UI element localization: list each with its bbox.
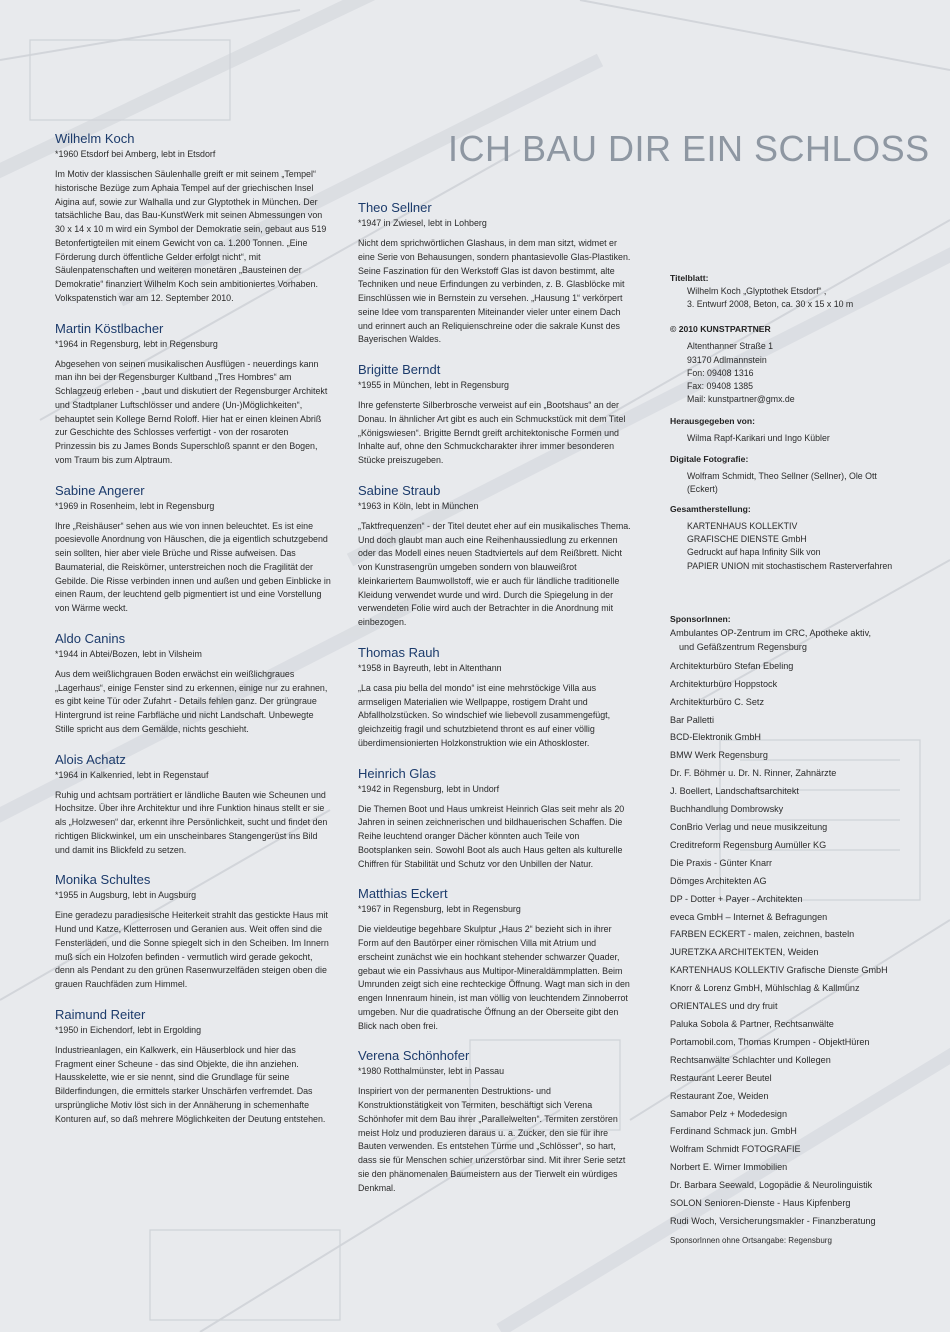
- sponsor-item: BMW Werk Regensburg: [670, 750, 768, 761]
- artist-text: Inspiriert von der permanenten Destruktions- und Konstruktionstätigkeit von Termiten, beschäftigt sich Verena Schönhofer mit dem Bau ihrer „Parallelwelten“. Termiten zerstören meist Holz und produzieren daraus u. a. Zucker, den sie für ihre Bauten verwenden. Es entstehen Türme und „Schlösser“, so hart, dass sie für Menschen schier unzerstörbar sind. Mit ihrer Serie setzt sie den phänomenalen Baumeistern aus der Tierwelt ein würdiges Denkmal.: [358, 1086, 626, 1193]
- artist-entry: [55, 752, 331, 858]
- address-line: Altenthanner Straße 1: [687, 341, 774, 352]
- artist-entry: [358, 483, 634, 630]
- artist-name: Verena Schönhofer: [358, 1048, 470, 1064]
- artist-bio: *1958 in Bayreuth, lebt in Altenthann: [358, 662, 502, 673]
- herstellung-line: Gedruckt auf hapa Infinity Silk von: [687, 547, 821, 558]
- artist-entry: [55, 872, 331, 992]
- artist-text: Industrieanlagen, ein Kalkwerk, ein Häuserblock und hier das Fragment einer Scheune - das sind Objekte, die ihn anziehen. Hausskelette, wie er sie nennt, sind die Grundlage für seine Bilderfindungen, die ermittels starker Unschärfen verfremdet. Das ursprüngliche Motiv löst sich in der Annäherung in schemenhafte Konturen auf, so daß mehrere Möglichkeiten der Deutung entstehen.: [55, 1044, 326, 1124]
- artist-entry: [55, 483, 331, 616]
- sponsor-item: und Gefäßzentrum Regensburg: [679, 641, 807, 652]
- artist-text: „Taktfrequenzen“ - der Titel deutet eher auf ein musikalisches Thema. Und doch glaubt man auch eine Reihenhaussiedlung zu erkennen oder das Modell eines neuen Stadtviertels auf dem Reißbrett. Nicht von Kunstrasengrün umgeben sondern von blauweißrot kleinkariertem Baumwollstoff, wie er auch für ländliche traditionelle Kleidung verwendet wurde und wird. Durch die Spiegelung in der verwendeten Folie wird auch der Betrachter in die Anordnung mit einbezogen.: [358, 520, 631, 627]
- artist-entry: [55, 131, 331, 306]
- artist-name: Martin Köstlbacher: [55, 320, 164, 336]
- herstellung-label: Gesamtherstellung:: [670, 504, 751, 515]
- phone-line: Fon: 09408 1316: [687, 367, 754, 378]
- sponsor-item: DP - Dotter + Payer - Architekten: [670, 893, 803, 904]
- artist-name: Matthias Eckert: [358, 886, 448, 902]
- artist-entry: [358, 200, 634, 347]
- artist-entry: [55, 631, 331, 737]
- artists-column-middle: [358, 200, 634, 1210]
- sponsor-item: Creditreform Regensburg Aumüller KG: [670, 839, 827, 850]
- copyright-block: [670, 323, 935, 406]
- artist-text: Ihre gefensterte Silberbrosche verweist auf ein „Bootshaus“ an der Donau. In ähnlicher Art gibt es auch ein Schmuckstück mit dem Titel „Königswiesen“. Brigitte Berndt greift architektonische Formen und Inhalte auf, ohne den Schmuckcharakter ihrer immer besonderen Stücke preiszugeben.: [358, 400, 626, 465]
- sponsor-item: Ambulantes OP-Zentrum im CRC, Apotheke aktiv,: [670, 627, 871, 638]
- artist-name: Aldo Canins: [55, 630, 126, 646]
- artist-text: Die vieldeutige begehbare Skulptur „Haus 2“ bezieht sich in ihrer Form auf den Bautörper einer römischen Villa mit Atrium und erscheint zunächst wie ein hochkant stehender schwarzer Quader, gebaut wie ein Passivhaus aus Multipor-Mineraldämmplatten. Beim Umrunden zeigt sich eine rechteckige Öffnung. Wagt man sich in den engen Innenraum hinein, ist man völlig von leuchtendem Zinnoberrot umgeben. Nur die quadratische Öffnung an der Oberseite gibt den Blick nach oben frei.: [358, 924, 630, 1031]
- artist-name: Alois Achatz: [55, 751, 126, 767]
- artist-entry: [55, 1007, 331, 1127]
- artist-name: Monika Schultes: [55, 872, 151, 888]
- fax-line: Fax: 09408 1385: [687, 381, 754, 392]
- herstellung-line: KARTENHAUS KOLLEKTIV: [687, 521, 798, 532]
- artist-bio: *1964 in Kalkenried, lebt in Regenstauf: [55, 769, 209, 780]
- sponsor-item: Buchhandlung Dombrowsky: [670, 804, 784, 815]
- sponsor-label: SponsorInnen:: [670, 613, 731, 624]
- artist-bio: *1955 in Augsburg, lebt in Augsburg: [55, 890, 197, 901]
- artist-text: Aus dem weißlichgrauen Boden erwächst ein weißlichgraues „Lagerhaus“, einige Fenster sind zu erkennen, einige nur zu erahnen, es gibt keine Tür oder Zufahrt - Details fehlen ganz. Der grüngraue Hintergrund ist reine Farbfläche und nicht Landschaft. Unbewegte Stille spricht aus dem Gemälde, nichts geschieht.: [55, 668, 328, 734]
- sponsor-item: Dr. F. Böhmer u. Dr. N. Rinner, Zahnärzte: [670, 768, 837, 779]
- sponsor-item: SOLON Senioren-Dienste - Haus Kipfenberg: [670, 1198, 851, 1209]
- address-line: 93170 Adlmannstein: [687, 354, 767, 365]
- artist-text: Eine geradezu paradiesische Heiterkeit strahlt das gestickte Haus mit Hund und Katze, Kletterrosen und Geranien aus. Weit offen sind die Fensterläden, und die Sonne spiegelt sich in den Scheiben. Im Innern muß sich ein Holzofen befinden - vermutlich wird gerade gekocht, denn als Pendant zu den grünen Rasenwurzelfäden steigen oben die grauen Rauchfäden zum Himmel.: [55, 910, 329, 989]
- artist-bio: *1963 in Köln, lebt in München: [358, 500, 479, 511]
- artist-text: Abgesehen von seinen musikalischen Ausflügen - neuerdings kann man ihn bei der Regensburger Kultband „Tres Hombres“ am Schlagzeug erleben - „baut und diskutiert der Regensburger Architekt und Stadtplaner Luftschlösser und andere (Un-)Möglichkeiten“, behauptet sein Kollege Bernd Roloff. Hier hat er einen kleinen Abriß zur Geschichte des Schlosses verfertigt - von der rosaroten Prinzessin bis zu James Bonds Superschloß spannt er den Bogen, vom Traum bis zum Alptraum.: [55, 358, 328, 465]
- sponsor-item: Dömges Architekten AG: [670, 875, 767, 886]
- email-line: Mail: kunstpartner@gmx.de: [687, 394, 795, 405]
- sponsor-item: Portamobil.com, Thomas Krumpen - ObjektHüren: [670, 1036, 870, 1047]
- page-title: ICH BAU DIR EIN SCHLOSS: [448, 128, 930, 170]
- sponsor-item: Die Praxis - Günter Knarr: [670, 857, 773, 868]
- artist-bio: *1969 in Rosenheim, lebt in Regensburg: [55, 500, 215, 511]
- sponsor-item: Rudi Woch, Versicherungsmakler - Finanzberatung: [670, 1215, 876, 1226]
- artist-entry: [358, 886, 634, 1033]
- sponsor-item: eveca GmbH – Internet & Befragungen: [670, 911, 828, 922]
- artist-name: Heinrich Glas: [358, 765, 437, 781]
- artist-bio: *1967 in Regensburg, lebt in Regensburg: [358, 904, 521, 915]
- artist-bio: *1960 Etsdorf bei Amberg, lebt in Etsdorf: [55, 149, 216, 159]
- artist-bio: *1947 in Zwiesel, lebt in Lohberg: [358, 218, 487, 228]
- herstellung-block: [670, 503, 935, 573]
- sponsor-item: Restaurant Leerer Beutel: [670, 1072, 772, 1083]
- artist-entry: [358, 1048, 634, 1195]
- artist-entry: [358, 766, 634, 872]
- sponsor-item: Ferdinand Schmack jun. GmbH: [670, 1126, 797, 1137]
- artist-name: Theo Sellner: [358, 200, 432, 215]
- herstellung-line: GRAFISCHE DIENSTE GmbH: [687, 534, 807, 545]
- sponsor-item: JURETZKA ARCHITEKTEN, Weiden: [670, 947, 819, 958]
- sponsor-list: [670, 626, 935, 1231]
- artist-bio: *1944 in Abtei/Bozen, lebt in Vilsheim: [55, 648, 202, 659]
- herausgeber-block: [670, 415, 935, 445]
- artist-name: Sabine Straub: [358, 482, 441, 498]
- artist-bio: *1955 in München, lebt in Regensburg: [358, 380, 509, 390]
- artist-name: Brigitte Berndt: [358, 362, 441, 377]
- sponsor-item: ORIENTALES und dry fruit: [670, 1001, 778, 1012]
- artist-name: Wilhelm Koch: [55, 131, 135, 146]
- copyright-label: © 2010 KUNSTPARTNER: [670, 324, 771, 335]
- sponsor-item: Paluka Sobola & Partner, Rechtsanwälte: [670, 1018, 834, 1029]
- artist-name: Raimund Reiter: [55, 1006, 146, 1022]
- herausgeber-label: Herausgegeben von:: [670, 416, 756, 427]
- sponsor-item: Bar Palletti: [670, 714, 714, 725]
- artist-bio: *1950 in Eichendorf, lebt in Ergolding: [55, 1024, 202, 1035]
- foto-line: (Eckert): [687, 483, 718, 494]
- titelblatt-label: Titelblatt:: [670, 273, 709, 283]
- artist-bio: *1942 in Regensburg, lebt in Undorf: [358, 783, 500, 794]
- artist-text: Ihre „Reishäuser“ sehen aus wie von innen beleuchtet. Es ist eine poesievolle Anordnung von Häuschen, die ja eigentlich schutzgebend sein sollten, hier aber viele Brüche und Risse aufweisen. Das Baumaterial, die Reiskörner, unterstreichen noch die Fragilität der Gebilde. Die Risse verbinden innen und außen und geben Einblicke in einen Raum, der leuchtend gelb pigmentiert ist und eine Vorstellung von Wärme weckt.: [55, 520, 331, 613]
- sponsor-item: Architekturbüro Hoppstock: [670, 678, 778, 689]
- titelblatt-line: 3. Entwurf 2008, Beton, ca. 30 x 15 x 10 m: [687, 299, 854, 310]
- foto-label: Digitale Fotografie:: [670, 453, 749, 464]
- sponsor-item: Architekturbüro C. Setz: [670, 696, 765, 707]
- artists-column-left: [55, 131, 331, 1141]
- herstellung-line: PAPIER UNION mit stochastischem Rasterverfahren: [687, 560, 893, 571]
- artist-text: „La casa piu bella del mondo“ ist eine mehrstöckige Villa aus armseligen Materialien wie Wellpappe, rostigem Draht und Abfallholzstücken. So windschief wie liebevoll zusammengefügt, gleichzeitig fragil und schutzbietend thront es auf einer völlig überdimensionierten Holzkonstruktion wie ein Athoskloster.: [358, 682, 611, 748]
- sponsor-item: J. Boellert, Landschaftsarchitekt: [670, 786, 799, 797]
- sponsor-item: Rechtsanwälte Schlachter und Kollegen: [670, 1054, 831, 1065]
- artist-text: Die Themen Boot und Haus umkreist Heinrich Glas seit mehr als 20 Jahren in seinen zeichnerischen und bildhauerischen Schaffen. Die Reihe leuchtend oranger Dächer könnten auch Teile von Bootsplanken sein. Sowohl Boot als auch Haus gelten als kulturelle Chiffren für Stabilität und Schutz vor den Unbillen der Natur.: [358, 803, 625, 869]
- sponsor-item: Restaurant Zoe, Weiden: [670, 1090, 769, 1101]
- artist-name: Sabine Angerer: [55, 482, 145, 498]
- sponsor-item: Samabor Pelz + Modedesign: [670, 1108, 788, 1119]
- sponsor-item: Norbert E. Wirner Immobilien: [670, 1162, 788, 1173]
- artist-text: Im Motiv der klassischen Säulenhalle greift er mit seinem „Tempel“ historische Bezüge zum Aphaia Tempel auf der griechischen Insel Aigina auf, sowie zur Walhalla und zur Glyptothek in München. Der tatsächliche Bau, das Bau-KunstWerk mit seinen Abmessungen von 30 x 14 x 10 m wird ein Symbol der Demokratie sein, gebaut aus 519 Betonfertigteilen mit einem Gewicht von ca. 1.200 Tonnen. „Eine Förderung durch öffentliche Gelder erfolgt nicht“, mit Säulenpatenschaften und weiteren monetären „Bausteinen der Demokratie“ finanziert Wilhelm Koch sein ambitioniertes Vorhaben. Volkspatenstich war am 12. September 2010.: [55, 169, 327, 303]
- sponsor-footnote: SponsorInnen ohne Ortsangabe: Regensburg: [670, 1235, 832, 1245]
- sponsor-item: FARBEN ECKERT - malen, zeichnen, basteln: [670, 929, 855, 940]
- sponsor-item: ConBrio Verlag und neue musikzeitung: [670, 822, 828, 832]
- artist-bio: *1964 in Regensburg, lebt in Regensburg: [55, 338, 218, 349]
- titelblatt-line: Wilhelm Koch „Glyptothek Etsdorf“ ,: [687, 286, 827, 296]
- artist-text: Ruhig und achtsam porträtiert er ländliche Bauten wie Scheunen und Hochsitze. Über ihre Architektur und ihre Funktion hinaus stellt er sie als „Holzwesen“ dar, erkennt ihre Persönlichkeit, sucht und findet den richtigen Blickwinkel, um ein unscheinbares Stangengerüst ins Bild und damit ins Blickfeld zu setzen.: [55, 789, 328, 855]
- artist-bio: *1980 Rotthalmünster, lebt in Passau: [358, 1066, 505, 1077]
- sponsor-item: Dr. Barbara Seewald, Logopädie & Neurolinguistik: [670, 1180, 873, 1191]
- foto-block: [670, 453, 935, 496]
- titelblatt-block: [670, 272, 935, 311]
- foto-line: Wolfram Schmidt, Theo Sellner (Sellner), Ole Ott: [687, 470, 877, 481]
- herausgeber-line: Wilma Rapf-Karikari und Ingo Kübler: [687, 433, 830, 444]
- sponsor-item: KARTENHAUS KOLLEKTIV Grafische Dienste GmbH: [670, 965, 888, 976]
- artist-entry: [358, 645, 634, 751]
- sponsor-item: Architekturbüro Stefan Ebeling: [670, 660, 794, 671]
- artist-name: Thomas Rauh: [358, 644, 440, 660]
- artist-text: Nicht dem sprichwörtlichen Glashaus, in dem man sitzt, widmet er eine Serie von Behausungen, sondern phantasievolle Glas-Plastiken. Seine Faszination für den Werkstoff Glas ist davon bestimmt, alte Techniken und neue Erfindungen zu verbinden, z. B. Glasblöcke mit Einschlüssen wie in Bernstein zu versehen. „Hausung 1“ verkörpert seine Idee vom transparenten Miteinander vieler unter einem Dach und erinnert auch an Reliquienschreine oder die sakrale Kunst des Bayerischen Waldes.: [358, 238, 631, 345]
- artist-entry: [55, 321, 331, 468]
- artist-entry: [358, 362, 634, 468]
- imprint-column: [670, 272, 935, 1255]
- sponsor-item: Wolfram Schmidt FOTOGRAFIE: [670, 1144, 801, 1155]
- sponsor-block: [670, 613, 935, 1247]
- sponsor-item: BCD-Elektronik GmbH: [670, 732, 761, 743]
- sponsor-item: Knorr & Lorenz GmbH, Mühlschlag & Kallmünz: [670, 983, 860, 994]
